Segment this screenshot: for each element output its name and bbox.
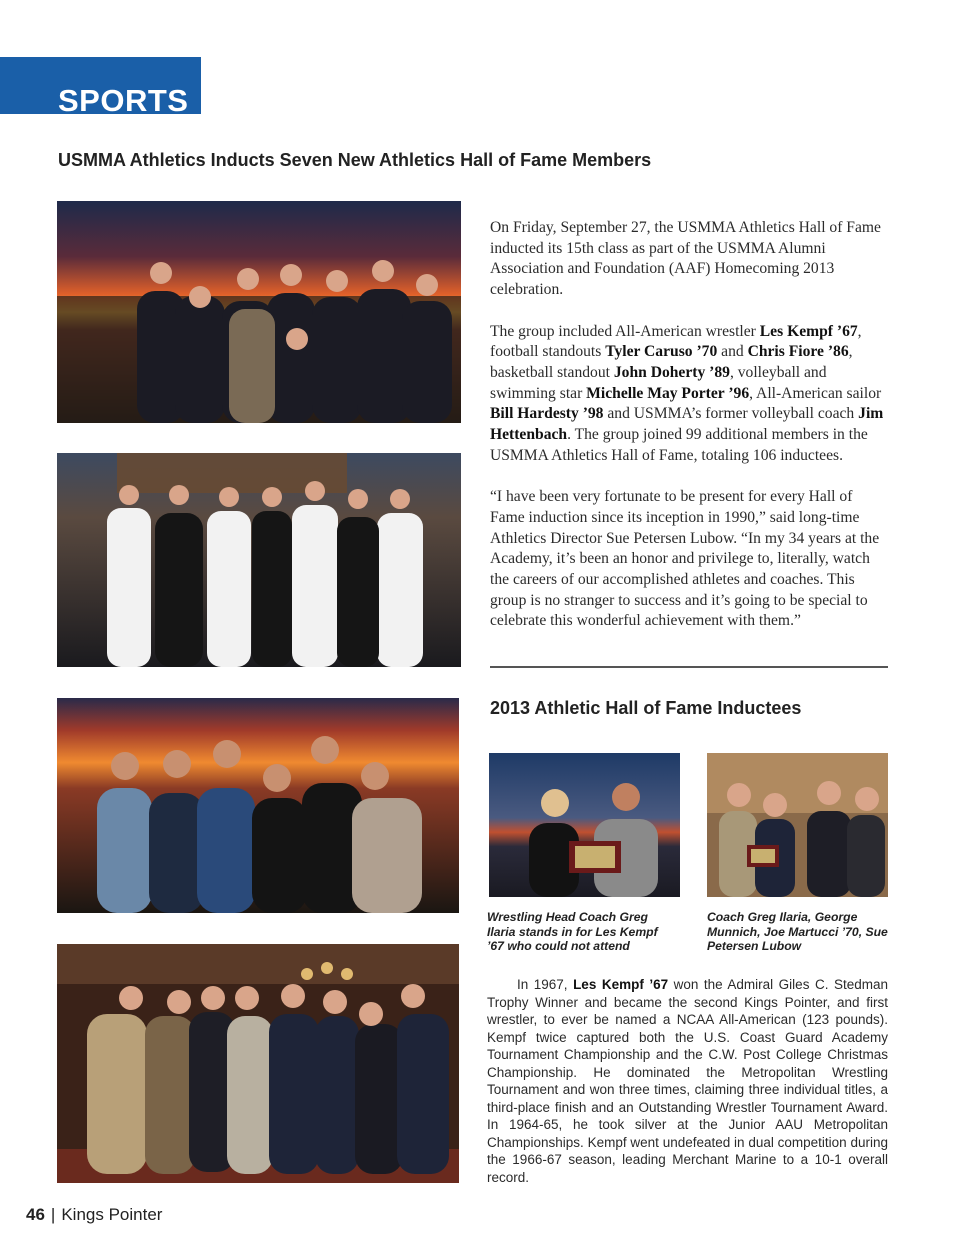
publication-name: Kings Pointer [61,1205,163,1224]
page-number: 46 [26,1205,45,1224]
section-banner-label: SPORTS [58,83,189,118]
photo-navy-whites [57,453,461,667]
inductee-name: Michelle May Porter ’96 [586,384,750,402]
inductee-name: Les Kempf ’67 [573,977,669,992]
inductee-name: Bill Hardesty ’98 [490,405,604,423]
page-footer [26,1205,162,1225]
caption-left: Wrestling Head Coach Greg Ilaria stands in for Les Kempf ’67 who could not attend [487,910,658,953]
article-headline: USMMA Athletics Inducts Seven New Athletics Hall of Fame Members [58,150,652,170]
photo-inductee-left [489,753,680,897]
section-banner [0,57,201,118]
article-paragraph-3: “I have been very fortunate to be present for every Hall of Fame induction since its inception in 1990,” said long-time Athletics Director Sue Petersen Lubow. “In my 34 years at the Academy, it’s been an honor and privilege to, literally, watch the careers of our accomplished athletes and coaches. This group is no stranger to success and it’s going to be special to celebrate this wonderful achievement with them.” [490,488,880,630]
photo-inductee-right [707,753,888,897]
photo-women-sunset [57,698,459,913]
inductee-name: Tyler Caruso ’70 [605,343,718,361]
inductee-name: Chris Fiore ’86 [747,343,849,361]
inductee-name: Les Kempf ’67 [759,322,858,340]
section-divider [490,666,888,668]
article-paragraph-2: The group included All-American wrestler Les Kempf ’67, football standouts Tyler Caruso ’70 and Chris Fiore ’86, basketball standout John Doherty ’89, volleyball and swimming star Michelle May Porter ’96, All-American sailor Bill Hardesty ’98 and USMMA’s former volleyball coach Jim Hettenbach. The group joined 99 additional members in the USMMA Athletics Hall of Fame, totaling 106 inductees. [490,322,884,464]
inductees-heading: 2013 Athletic Hall of Fame Inductees [490,698,802,718]
photo-men-sunset [57,201,461,423]
article-body [490,218,890,632]
footer-separator: | [50,1205,56,1224]
inductee-name: Jim Hettenbach [490,405,884,444]
inductee-name: John Doherty ’89 [613,363,730,381]
kempf-paragraph: In 1967, Les Kempf ’67 won the Admiral Giles C. Stedman Trophy Winner and became the second Kings Pointer, and first wrestler, to ever be named a NCAA All-American (123 pounds). Kempf twice captured both the U.S. Coast Guard Academy Tournament Championship and the C.W. Post College Christmas Championship. He dominated the Metropolitan Wrestling Tournament and won three times, claiming three individual titles, a third-place finish and an Outstanding Wrestler Tournament Award. In 1964-65, he took silver at the Junior AAU Metropolitan Championships. Kempf went undefeated in dual competition during the 1966-67 season, leading Merchant Marine to a 10-1 overall record. [487,977,888,1185]
photo-men-indoors [57,944,459,1183]
caption-right: Coach Greg Ilaria, George Munnich, Joe Martucci ’70, Sue Petersen Lubow [707,910,888,953]
article-paragraph-1: On Friday, September 27, the USMMA Athletics Hall of Fame inducted its 15th class as part of the USMMA Alumni Association and Foundation (AAF) Homecoming 2013 celebration. [490,219,881,299]
